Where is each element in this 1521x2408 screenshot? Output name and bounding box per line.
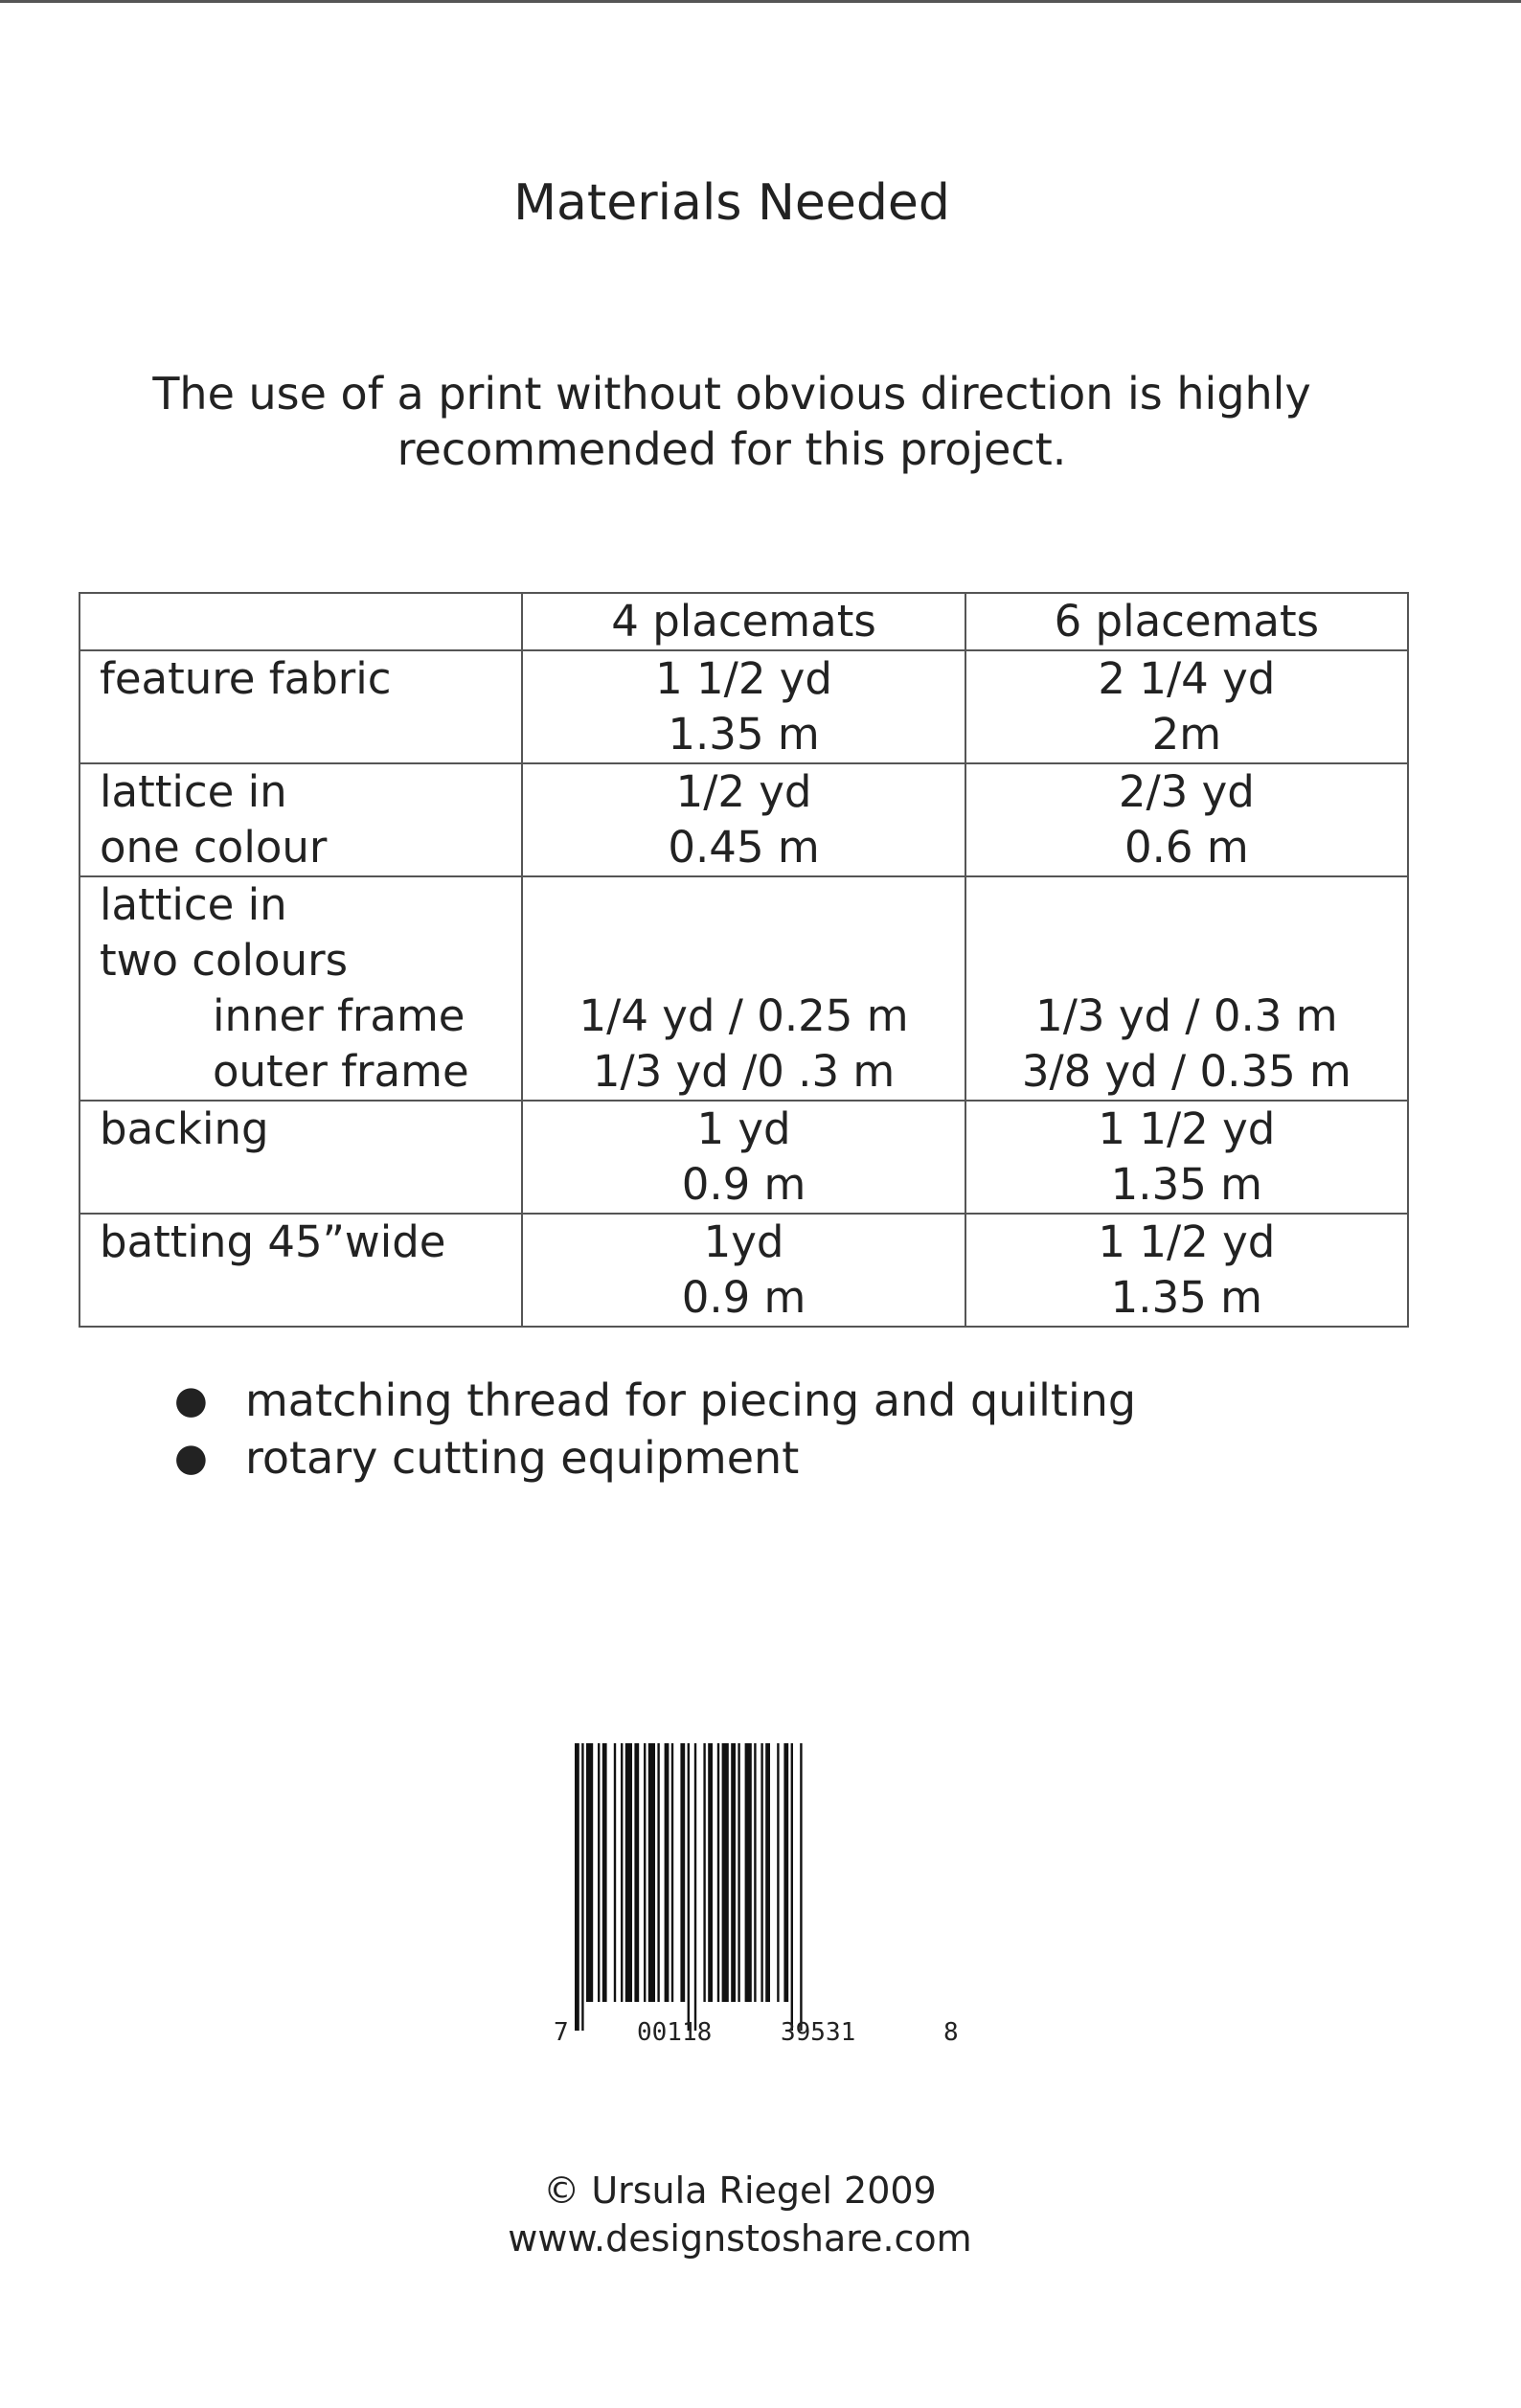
table-row [79, 650, 1408, 763]
barcode-bar [680, 1743, 685, 2002]
row-6-placemats [965, 1101, 1408, 1214]
row-item [79, 650, 522, 763]
intro-text [96, 366, 1368, 477]
intro-line-2: recommended for this project. [397, 423, 1067, 475]
value-yd: 1 1/2 yd [655, 653, 832, 704]
item-label: one colour [100, 822, 328, 873]
header-item [79, 593, 522, 650]
barcode-bar [575, 1743, 579, 2031]
barcode-bar [722, 1743, 729, 2002]
list-item [153, 1372, 1136, 1429]
barcode-bar [648, 1743, 655, 2002]
barcode-bar [703, 1743, 705, 2002]
barcode-bar [671, 1743, 673, 2002]
table-row [79, 876, 1408, 1101]
barcode-bar [634, 1743, 639, 2002]
item-label: lattice in [100, 766, 287, 817]
table-row [79, 1214, 1408, 1327]
table-header-row [79, 593, 1408, 650]
table-row [79, 1101, 1408, 1214]
value-m: 0.9 m [681, 1159, 806, 1210]
website-text: www.designstoshare.com [508, 2217, 972, 2260]
footer [0, 2167, 1480, 2262]
barcode-bar [598, 1743, 600, 2002]
extra-text: rotary cutting equipment [245, 1432, 800, 1484]
barcode-bar [665, 1743, 670, 2002]
value-yd: 2 1/4 yd [1098, 653, 1276, 704]
header-6-placemats: 6 placemats [965, 593, 1408, 650]
item-label: lattice in [100, 879, 287, 930]
barcode-bar [754, 1743, 756, 2002]
row-6-placemats [965, 1214, 1408, 1327]
barcode-bar [765, 1743, 770, 2002]
row-4-placemats [522, 763, 965, 876]
barcode-bar [731, 1743, 736, 2002]
value-yd: 2/3 yd [1118, 766, 1255, 817]
barcode-bar [783, 1743, 788, 2002]
barcode-bar [738, 1743, 739, 2002]
row-item [79, 1101, 522, 1214]
row-6-placemats [965, 876, 1408, 1101]
barcode-bar [694, 1743, 696, 2031]
value-yd: 1yd [703, 1216, 784, 1267]
value-outer-frame: 1/3 yd /0 .3 m [592, 1046, 896, 1097]
barcode-bar [760, 1743, 762, 2002]
barcode-bar [800, 1743, 802, 2031]
value-yd: 1 yd [696, 1103, 791, 1154]
barcode-bar [777, 1743, 779, 2002]
barcode-bar [614, 1743, 616, 2002]
row-6-placemats [965, 763, 1408, 876]
barcode-digit-left: 7 [554, 2018, 569, 2047]
row-item [79, 763, 522, 876]
barcode-bar [644, 1743, 646, 2002]
barcode-bar [602, 1743, 607, 2002]
barcode-bar [621, 1743, 623, 2002]
sub-item-label: inner frame [213, 990, 465, 1041]
value-m: 2m [1151, 709, 1222, 760]
bullet-icon: ● [174, 1436, 208, 1480]
row-4-placemats [522, 1101, 965, 1214]
table-row [79, 763, 1408, 876]
value-m: 1.35 m [1110, 1159, 1263, 1210]
barcode-bar [717, 1743, 719, 2002]
barcode-group-1: 00118 [637, 2018, 713, 2047]
row-4-placemats [522, 650, 965, 763]
item-label: two colours [100, 935, 349, 986]
sub-item-label: outer frame [213, 1046, 469, 1097]
barcode-bar [708, 1743, 713, 2002]
row-6-placemats [965, 650, 1408, 763]
copyright-text: © Ursula Riegel 2009 [543, 2169, 937, 2212]
extra-text: matching thread for piecing and quilting [245, 1374, 1137, 1426]
barcode-bars [575, 1743, 803, 2031]
barcode-bar [657, 1743, 659, 2002]
row-4-placemats [522, 1214, 965, 1327]
value-m: 0.45 m [668, 822, 820, 873]
barcode-bar [688, 1743, 690, 2031]
barcode-bar [745, 1743, 752, 2002]
value-inner-frame: 1/3 yd / 0.3 m [1035, 990, 1338, 1041]
barcode-bar [586, 1743, 593, 2002]
barcode-group-2: 39531 [781, 2018, 856, 2047]
item-label: feature fabric [100, 653, 392, 704]
extras-list [153, 1372, 1136, 1487]
item-label: batting 45”wide [100, 1216, 446, 1267]
barcode-bar [625, 1743, 632, 2002]
value-m: 0.9 m [681, 1272, 806, 1323]
row-item [79, 876, 522, 1101]
header-4-placemats: 4 placemats [522, 593, 965, 650]
value-m: 0.6 m [1124, 822, 1249, 873]
value-inner-frame: 1/4 yd / 0.25 m [579, 990, 909, 1041]
bullet-icon: ● [174, 1378, 208, 1422]
row-item [79, 1214, 522, 1327]
value-m: 1.35 m [1110, 1272, 1263, 1323]
value-m: 1.35 m [668, 709, 820, 760]
barcode-digit-right: 8 [943, 2018, 959, 2047]
materials-table [79, 592, 1409, 1328]
list-item [153, 1429, 1136, 1487]
value-yd: 1 1/2 yd [1098, 1216, 1276, 1267]
barcode-bar [791, 1743, 793, 2031]
barcode [546, 1743, 967, 2050]
row-4-placemats [522, 876, 965, 1101]
value-yd: 1/2 yd [675, 766, 812, 817]
page-title: Materials Needed [513, 174, 950, 232]
barcode-bar [581, 1743, 583, 2031]
top-border [0, 0, 1521, 3]
item-label: backing [100, 1103, 269, 1154]
intro-line-1: The use of a print without obvious direction is highly [152, 368, 1311, 420]
value-yd: 1 1/2 yd [1098, 1103, 1276, 1154]
value-outer-frame: 3/8 yd / 0.35 m [1021, 1046, 1351, 1097]
